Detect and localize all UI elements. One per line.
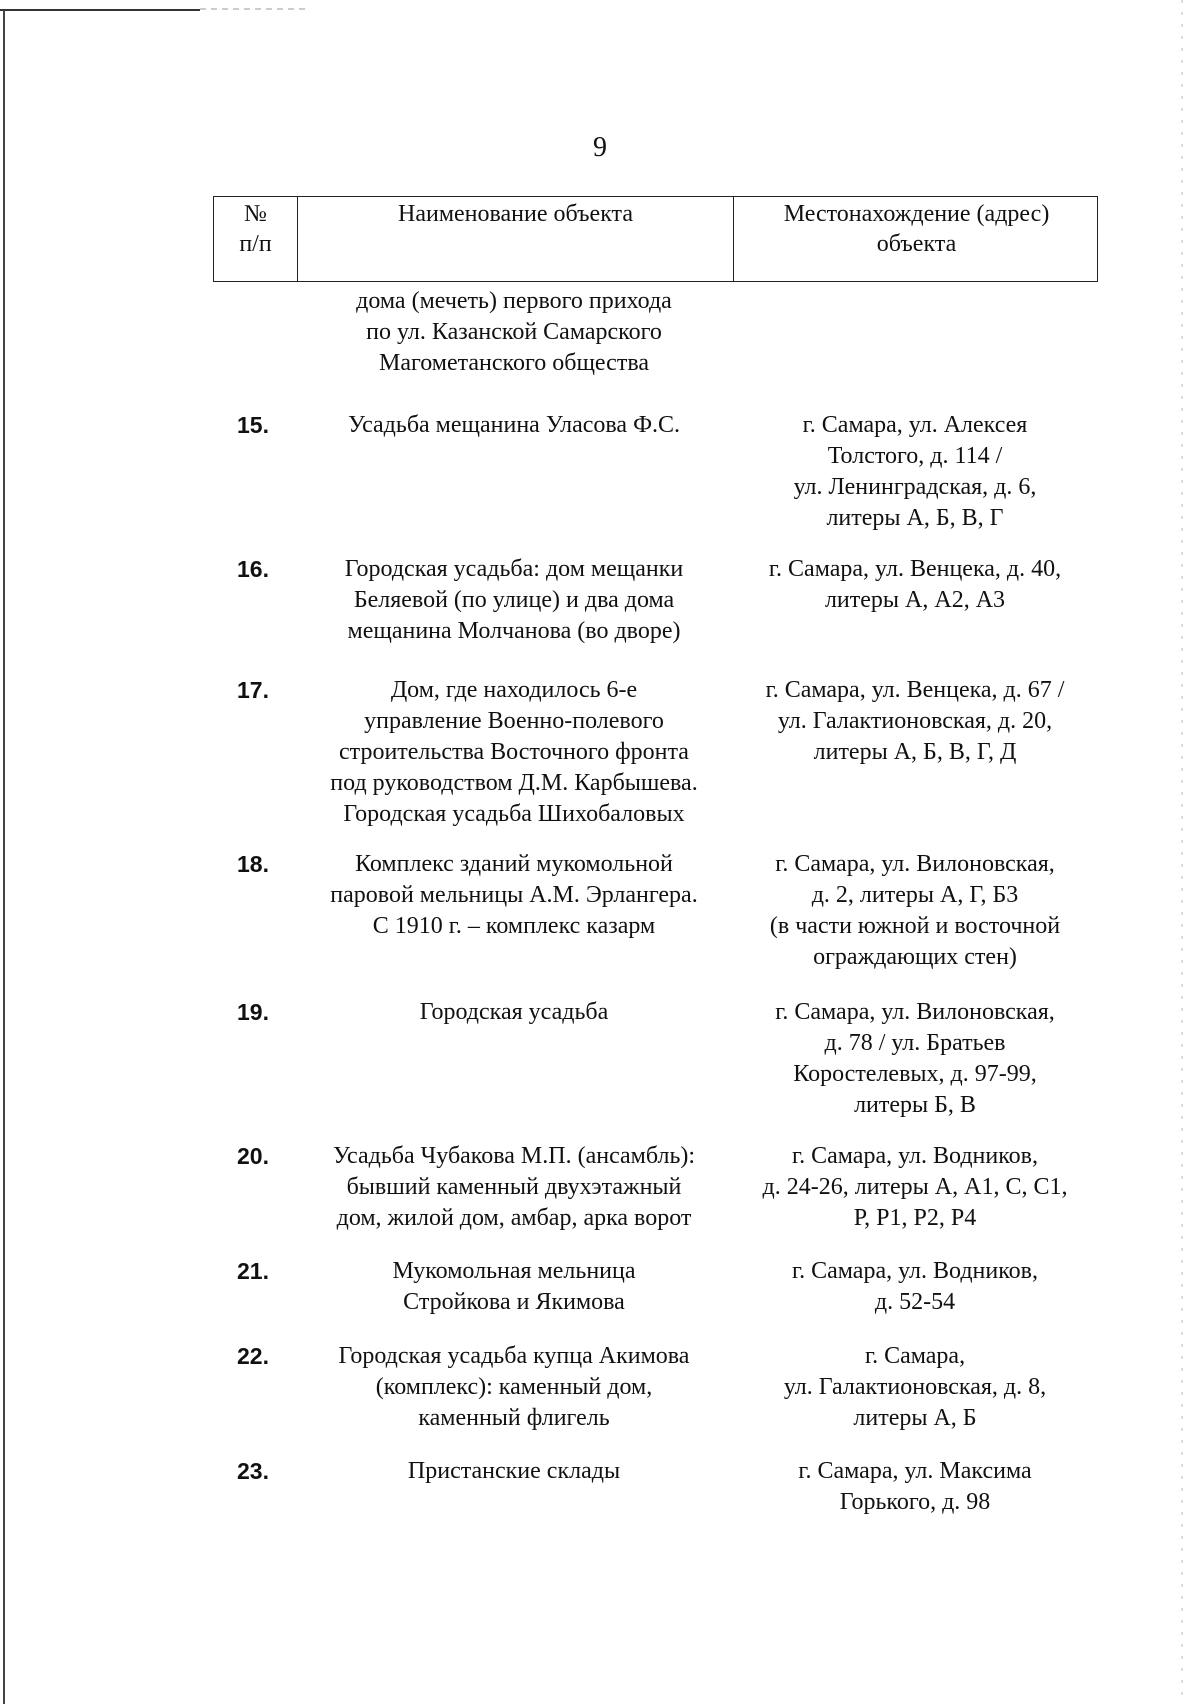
row-name: Усадьба мещанина Уласова Ф.С. [347, 412, 681, 438]
continuation-row [213, 282, 1098, 410]
table-row [213, 410, 1098, 554]
row-name: Городская усадьба купца Акимова (комплекс): каменный дом, каменный флигель [338, 1343, 690, 1431]
table-row [213, 1256, 1098, 1341]
row-name: Усадьба Чубакова М.П. (ансамбль): бывший каменный двухэтажный дом, жилой дом, амбар, арка ворот [332, 1143, 696, 1231]
table-row [213, 1456, 1098, 1536]
table-row [213, 1341, 1098, 1456]
table-row [213, 554, 1098, 675]
row-name: Пристанские склады [407, 1458, 621, 1484]
row-num: 17. [237, 677, 269, 703]
header-num: № п/п [239, 201, 272, 257]
monuments-table [213, 196, 1098, 1536]
table-row [213, 997, 1098, 1141]
row-name: Комплекс зданий мукомольной паровой мельницы А.М. Эрлангера. С 1910 г. – комплекс казарм [330, 851, 698, 939]
row-num: 15. [237, 412, 269, 438]
row-address: г. Самара, ул. Венцека, д. 67 / ул. Галактионовская, д. 20, литеры А, Б, В, Г, Д [765, 677, 1065, 765]
row-num: 23. [237, 1458, 269, 1484]
continuation-num [213, 286, 296, 410]
row-address: г. Самара, ул. Вилоновская, д. 2, литеры А, Г, Б3 (в части южной и восточной ограждающих стен) [769, 851, 1061, 970]
row-name: Городская усадьба: дом мещанки Беляевой (по улице) и два дома мещанина Молчанова (во дворе) [344, 556, 684, 644]
continuation-address [732, 286, 1098, 410]
row-num: 18. [237, 851, 269, 877]
row-address: г. Самара, ул. Максима Горького, д. 98 [798, 1458, 1032, 1515]
row-name: Городская усадьба [419, 999, 609, 1025]
table-header [213, 196, 1098, 282]
table-row [213, 675, 1098, 849]
row-address: г. Самара, ул. Водников, д. 24-26, литеры А, А1, С, С1, Р, Р1, Р2, Р4 [762, 1143, 1068, 1231]
table-body [213, 410, 1098, 1536]
row-address: г. Самара, ул. Венцека, д. 40, литеры А, А2, А3 [768, 556, 1062, 613]
row-num: 22. [237, 1343, 269, 1369]
header-address: Местонахождение (адрес) объекта [733, 197, 1099, 281]
page-number: 9 [593, 132, 607, 163]
continuation-name: дома (мечеть) первого прихода по ул. Казанской Самарского Магометанского общества [356, 288, 672, 376]
row-address: г. Самара, ул. Алексея Толстого, д. 114 / ул. Ленинградская, д. 6, литеры А, Б, В, Г [793, 412, 1037, 531]
row-address: г. Самара, ул. Вилоновская, д. 78 / ул. Братьев Коростелевых, д. 97-99, литеры Б, В [775, 999, 1055, 1118]
row-num: 20. [237, 1143, 269, 1169]
row-num: 21. [237, 1258, 269, 1284]
row-address: г. Самара, ул. Галактионовская, д. 8, литеры А, Б [783, 1343, 1047, 1431]
row-name: Дом, где находилось 6-е управление Военно-полевого строительства Восточного фронта под руководством Д.М. Карбышева. Городская усадьба Шихобаловых [330, 677, 698, 827]
row-num: 19. [237, 999, 269, 1025]
header-name: Наименование объекта [297, 197, 733, 281]
row-num: 16. [237, 556, 269, 582]
table-row [213, 849, 1098, 997]
table-row [213, 1141, 1098, 1256]
row-address: г. Самара, ул. Водников, д. 52-54 [791, 1258, 1039, 1315]
row-name: Мукомольная мельница Стройкова и Якимова [392, 1258, 636, 1315]
